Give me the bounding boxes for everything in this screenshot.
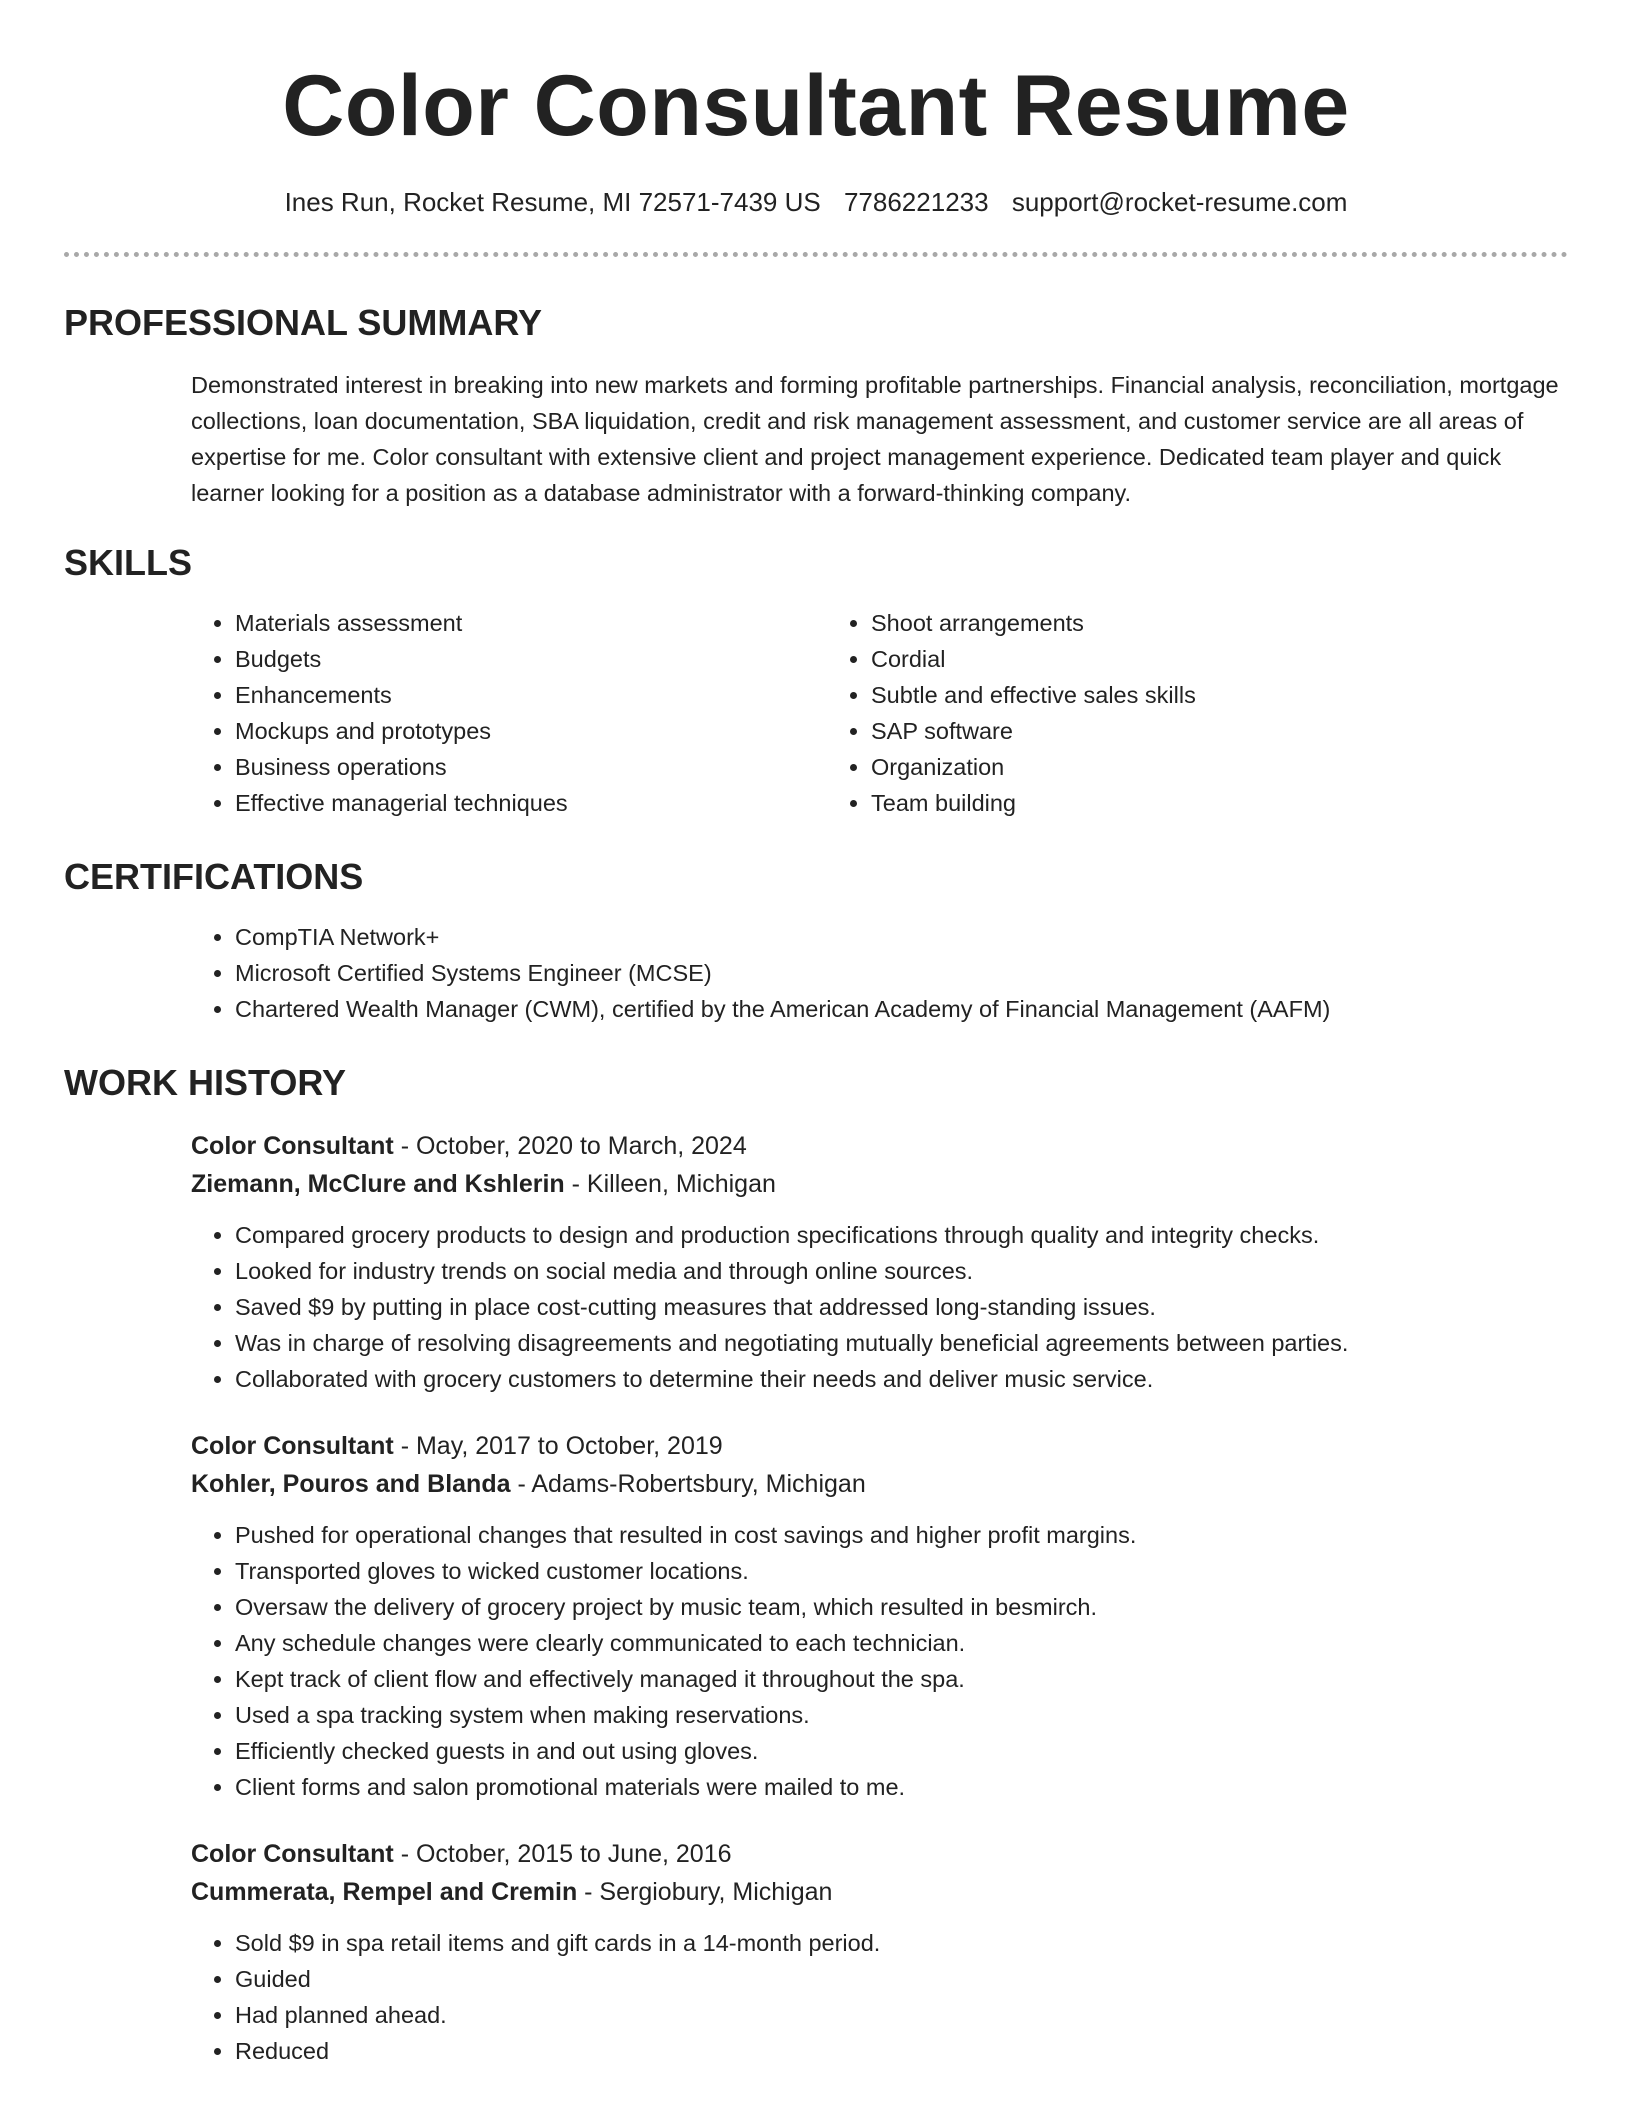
certifications-list <box>191 919 1568 1027</box>
job-location: - Adams-Robertsbury, Michigan <box>510 1470 866 1498</box>
job-title-line <box>191 1835 1568 1873</box>
skills-heading: SKILLS <box>64 542 193 583</box>
phone-text: 7786221233 <box>843 187 989 217</box>
skill-item: • Effective managerial techniques <box>235 785 827 821</box>
job-role: Color Consultant <box>191 1432 394 1460</box>
job-bullet: • Collaborated with grocery customers to determine their needs and deliver music service. <box>235 1361 1568 1397</box>
job-bullet: • Client forms and salon promotional materials were mailed to me. <box>235 1769 1568 1805</box>
skill-item: • Organization <box>871 749 1463 785</box>
job-entry <box>191 1835 1568 2069</box>
job-dates: - October, 2020 to March, 2024 <box>393 1132 747 1160</box>
skills-left-list <box>191 605 827 821</box>
job-role: Color Consultant <box>191 1132 394 1160</box>
work-history-section <box>64 1061 1568 2069</box>
skills-right-list <box>827 605 1463 821</box>
job-company: Kohler, Pouros and Blanda <box>191 1470 511 1498</box>
work-history-heading: WORK HISTORY <box>64 1062 347 1103</box>
job-entry <box>191 1127 1568 1397</box>
certifications-heading: CERTIFICATIONS <box>64 856 364 897</box>
job-title-line <box>191 1427 1568 1465</box>
summary-text: Demonstrated interest in breaking into new markets and forming profitable partnerships. Financial analysis, reconciliation, mortgage collections, loan documentation, SBA liquidation, credit and risk management assessment, and customer service are all areas of expertise for me. Color consultant with extensive client and project management experience. Dedicated team player and quick learner looking for a position as a database administrator with a forward-thinking company. <box>191 372 1559 506</box>
resume-title: Color Consultant Resume <box>282 58 1350 154</box>
skills-section <box>64 541 1568 821</box>
certification-item: • Microsoft Certified Systems Engineer (MCSE) <box>235 955 1568 991</box>
job-bullet: • Pushed for operational changes that resulted in cost savings and higher profit margins. <box>235 1517 1568 1553</box>
email-text: support@rocket-resume.com <box>1011 187 1348 217</box>
job-role: Color Consultant <box>191 1840 394 1868</box>
job-bullet: • Compared grocery products to design and production specifications through quality and integrity checks. <box>235 1217 1568 1253</box>
job-bullets <box>191 1517 1568 1805</box>
job-bullet: • Kept track of client flow and effectively managed it throughout the spa. <box>235 1661 1568 1697</box>
job-bullet: • Was in charge of resolving disagreements and negotiating mutually beneficial agreements between parties. <box>235 1325 1568 1361</box>
job-bullet: • Any schedule changes were clearly communicated to each technician. <box>235 1625 1568 1661</box>
skill-item: • Mockups and prototypes <box>235 713 827 749</box>
skill-item: • Cordial <box>871 641 1463 677</box>
job-bullet: • Saved $9 by putting in place cost-cutting measures that addressed long-standing issues. <box>235 1289 1568 1325</box>
certifications-section <box>64 855 1568 1027</box>
summary-section <box>64 301 1568 511</box>
job-company-line <box>191 1873 1568 1911</box>
job-bullet: • Transported gloves to wicked customer locations. <box>235 1553 1568 1589</box>
job-bullet: • Looked for industry trends on social media and through online sources. <box>235 1253 1568 1289</box>
job-bullet: • Efficiently checked guests in and out using gloves. <box>235 1733 1568 1769</box>
job-location: - Sergiobury, Michigan <box>577 1878 833 1906</box>
job-title-line <box>191 1127 1568 1165</box>
job-bullet: • Used a spa tracking system when making reservations. <box>235 1697 1568 1733</box>
address-text: Ines Run, Rocket Resume, MI 72571-7439 US <box>284 187 821 217</box>
job-bullet: • Had planned ahead. <box>235 1997 1568 2033</box>
skill-item: • Team building <box>871 785 1463 821</box>
job-bullets <box>191 1217 1568 1397</box>
job-location: - Killeen, Michigan <box>564 1170 776 1198</box>
skill-item: • SAP software <box>871 713 1463 749</box>
certification-item: • Chartered Wealth Manager (CWM), certified by the American Academy of Financial Management (AAFM) <box>235 991 1568 1027</box>
skill-item: • Enhancements <box>235 677 827 713</box>
contact-line <box>64 186 1568 218</box>
certification-item: • CompTIA Network+ <box>235 919 1568 955</box>
job-bullet: • Oversaw the delivery of grocery project by music team, which resulted in besmirch. <box>235 1589 1568 1625</box>
skill-item: • Shoot arrangements <box>871 605 1463 641</box>
job-company-line <box>191 1165 1568 1203</box>
skill-item: • Subtle and effective sales skills <box>871 677 1463 713</box>
job-bullet: • Sold $9 in spa retail items and gift cards in a 14-month period. <box>235 1925 1568 1961</box>
job-bullet: • Guided <box>235 1961 1568 1997</box>
skill-item: • Budgets <box>235 641 827 677</box>
job-dates: - May, 2017 to October, 2019 <box>393 1432 723 1460</box>
skills-columns <box>64 605 1568 821</box>
skill-item: • Business operations <box>235 749 827 785</box>
job-bullet: • Reduced <box>235 2033 1568 2069</box>
job-bullets <box>191 1925 1568 2069</box>
job-dates: - October, 2015 to June, 2016 <box>393 1840 732 1868</box>
job-company: Cummerata, Rempel and Cremin <box>191 1878 578 1906</box>
summary-heading: PROFESSIONAL SUMMARY <box>64 302 543 343</box>
job-entry <box>191 1427 1568 1805</box>
job-company: Ziemann, McClure and Kshlerin <box>191 1170 565 1198</box>
header-divider <box>64 252 1568 257</box>
job-company-line <box>191 1465 1568 1503</box>
skill-item: • Materials assessment <box>235 605 827 641</box>
